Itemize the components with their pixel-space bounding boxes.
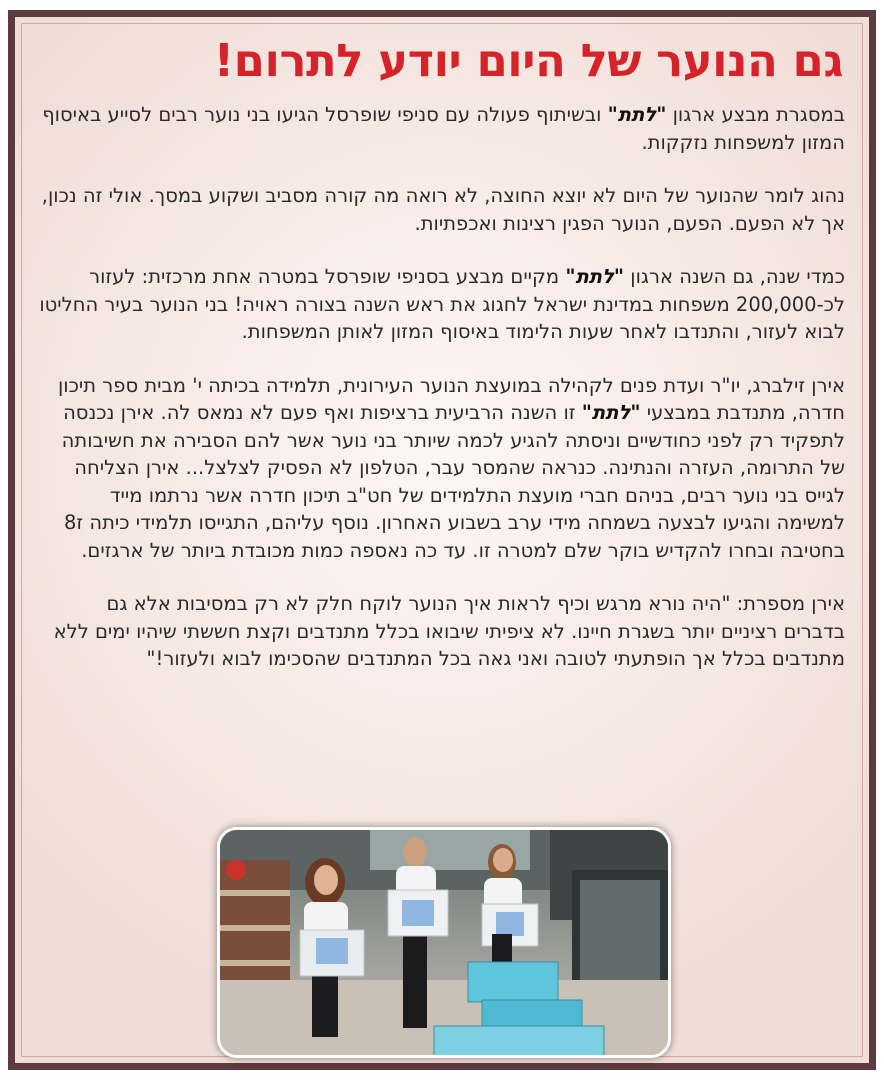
paragraph-intro-text-start: במסגרת מבצע ארגון: [666, 103, 845, 126]
paragraph-intro: [39, 101, 845, 156]
volunteers-photo-illustration: [220, 830, 668, 1055]
org-name: "לתת": [581, 401, 641, 424]
paragraph-campaign-text-end: מקיים מבצע בסניפי שופרסל במטרה אחת מרכזית: לעזור לכ-200,000 משפחות במדינת ישראל לחגוג את ראש השנה בצורה ראויה! בני הנוער בעיר החליטו לבוא לעזור, והתנדבו לאחר שעות הלימוד באיסוף המזון לאותן המשפחות.: [39, 265, 845, 343]
paragraph-quote: אירן מספרת: "היה נורא מרגש וכיף לראות איך הנוער לוקח חלק לא רק במסיבות אלא גם בדברים רציניים יותר בשגרת חיינו. לא ציפיתי שיבואו בכלל מתנדבים וקצת חששתי שיהיו ימים ללא מתנדבים בכלל אך הופתעתי לטובה ואני גאה בכל המתנדבים שהסכימו לבוא ולעזור!": [53, 592, 845, 670]
paragraph-irene: [39, 372, 845, 565]
org-name: "לתת": [565, 265, 625, 288]
paragraph-campaign-text-start: כמדי שנה, גם השנה ארגון: [624, 265, 845, 288]
paragraph-annual-campaign: [39, 263, 845, 346]
article-body: [39, 101, 845, 673]
article-frame: [8, 10, 876, 1070]
paragraph-irene-text-start: אירן זילברג, יו"ר ועדת פנים לקהילה במועצת הנוער העירונית, תלמידה בכיתה י' מבית ספר תיכון חדרה, מתנדבת במבצעי: [57, 373, 845, 424]
org-name: "לתת": [607, 103, 667, 126]
volunteers-photo: [217, 827, 671, 1058]
paragraph-youth: נהוג לומר שהנוער של היום לא יוצא החוצה, לא רואה מה קורה מסביב ושקוע במסך. אולי זה נכון, אך לא הפעם. הפעם, הנוער הפגין רצינות ואכפתיות.: [41, 184, 845, 235]
headline: גם הנוער של היום יודע לתרום!: [213, 34, 843, 87]
paragraph-irene-text-end: זו השנה הרביעית ברציפות ואף פעם לא נמאס לה. אירן נכנסה לתפקיד רק לפני כחודשיים וניסתה להגיע לכמה שיותר בני נוער אשר להם הסבירה את חשיבותה של התרומה, העזרה והנתינה. כנראה שהמסר עבר, הטלפון לא הפסיק לצלצל... אירן הצליחה לגייס בני נוער רבים, בניהם חברי מועצת התלמידים של חט"ב תיכון חדרה אשר נרתמו מייד למשימה והגיעו לבצעה בשמחה מידי ערב בשבוע האחרון. נוסף עליהם, התגייסו תלמידי כיתה ז8 בחטיבה ובחרו להקדיש בוקר שלם למטרה זו. עד כה נאספה כמות מכובדת ביותר של ארגזים.: [61, 401, 845, 562]
paragraph-intro-text-end: ובשיתוף פעולה עם סניפי שופרסל הגיעו בני נוער רבים לסייע באיסוף המזון למשפחות נזקקות.: [42, 103, 845, 154]
